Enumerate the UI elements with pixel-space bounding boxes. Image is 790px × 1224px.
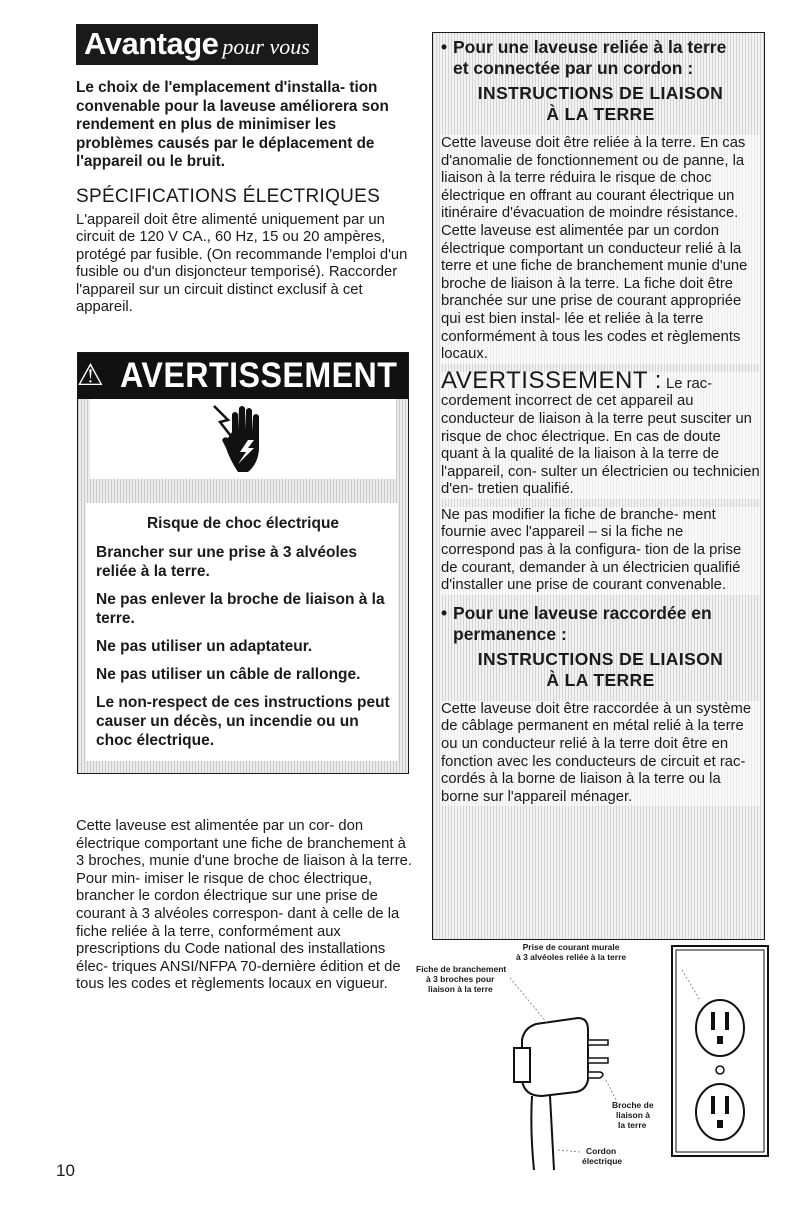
outlet-label: Prise de courant murale à 3 alvéoles reliée à la terre xyxy=(516,942,627,962)
cord-paragraph: Cette laveuse est alimentée par un cor- don électrique comportant une fiche de branchement à 3 broches, munie d'une broche de liaison à la terre. Pour min- imiser le risque de choc électrique, brancher le cordon électrique sur une prise de courant à 3 alvéoles correspon- dant à celle de la fiche reliée à la terre, conformément aux prescriptions du Code national des installations élec- triques ANSI/NFPA 70-dernière édition et de tous les codes et règlements locaux en vigueur. xyxy=(76,818,412,993)
section1-paragraph: Cette laveuse doit être reliée à la terre. En cas d'anomalie de fonctionnement ou de panne, la liaison à la terre réduira le risque de choc électrique en offrant au courant électrique un itinéraire d'évacuation de moindre résistance. Cette laveuse est alimentée par un cordon électrique comportant un conducteur relié à la terre et une fiche de branchement munie d'une broche de liaison à la terre. La fiche doit être branchée sur une prise de courant appropriée qui est bien instal- lée et reliée à la terre conformément à tous les codes et règlements locaux. xyxy=(441,135,760,364)
grounding-instructions-box xyxy=(432,32,765,940)
section2-title: • Pour une laveuse raccordée en permanence : xyxy=(441,602,712,644)
warning-item: Brancher sur une prise à 3 alvéoles reliée à la terre. xyxy=(96,544,358,580)
avert-heading: AVERTISSEMENT : xyxy=(441,366,662,394)
warning-item: Le non-respect de ces instructions peut causer un décès, un incendie ou un choc électrique. xyxy=(96,694,390,749)
warning-body xyxy=(86,503,398,761)
section2-paragraph: Cette laveuse doit être raccordée à un système de câblage permanent en métal relié à la terre ou un conducteur relié à la terre doit être en fonction avec les conducteurs de circuit et rac- cordés à la borne de liaison à la terre ou la borne sur l'appareil ménager. xyxy=(441,701,760,807)
page-number: 10 xyxy=(56,1161,75,1180)
brand-sub: pour vous xyxy=(222,34,310,59)
spec-paragraph: L'appareil doit être alimenté uniquement par un circuit de 120 V CA., 60 Hz, 15 ou 20 ampères, protégé par fusible. (On recommande l'emploi d'un fusible ou d'un disjoncteur temporisé). Raccorder l'appareil sur un circuit distinct exclusif à cet appareil. xyxy=(76,211,408,315)
bullet-icon: • xyxy=(441,602,448,623)
section2-subtitle: INSTRUCTIONS DE LIAISON À LA TERRE xyxy=(477,648,724,690)
plug-outlet-illustration xyxy=(416,940,775,1190)
warning-header xyxy=(78,353,408,399)
warning-risk-title: Risque de choc électrique xyxy=(146,515,340,532)
left-column xyxy=(76,24,412,317)
electric-shock-hand-icon xyxy=(208,400,278,478)
warning-box xyxy=(77,352,409,774)
section1-subtitle: INSTRUCTIONS DE LIAISON À LA TERRE xyxy=(477,83,724,124)
warning-header-text: AVERTISSEMENT xyxy=(119,356,398,395)
modify-paragraph: Ne pas modifier la fiche de branche- ment fournie avec l'appareil – si la fiche ne correspond pas à la configura- tion de la prise de courant, demander à un électricien qualifié d'installer une prise de courant convenable. xyxy=(441,507,760,595)
warning-item: Ne pas enlever la broche de liaison à la terre. xyxy=(96,591,385,627)
bullet-icon: • xyxy=(441,37,448,57)
plug-label: Fiche de branchement à 3 broches pour liaison à la terre xyxy=(416,964,507,994)
spec-heading: SPÉCIFICATIONS ÉLECTRIQUES xyxy=(76,185,381,207)
ground-prong-label: Broche de liaison à la terre xyxy=(612,1100,654,1130)
warning-item: Ne pas utiliser un adaptateur. xyxy=(96,638,313,655)
shock-hazard-area xyxy=(90,399,396,479)
cord-label: Cordon électrique xyxy=(582,1146,623,1166)
brand-banner xyxy=(76,24,318,65)
section1-title: • Pour une laveuse reliée à la terre et connectée par un cordon : xyxy=(441,37,727,78)
intro-paragraph: Le choix de l'emplacement d'installa- tion convenable pour la laveuse améliorera son rendement en plus de minimiser les problèmes causés par le déplacement de l'appareil ou le bruit. xyxy=(76,79,389,170)
brand-main: Avantage xyxy=(84,26,219,61)
warning-triangle-icon: ⚠ xyxy=(76,359,104,392)
warning-item: Ne pas utiliser un câble de rallonge. xyxy=(96,666,361,683)
avert-paragraph: AVERTISSEMENT : Le rac- cordement incorrect de cet appareil au conducteur de liaison à la terre peut susciter un risque de choc électrique. En cas de doute quant à la qualité de la liaison à la terre de l'appareil, con- sulter un électricien ou technicien d'en- tretien qualifié. xyxy=(441,366,760,498)
